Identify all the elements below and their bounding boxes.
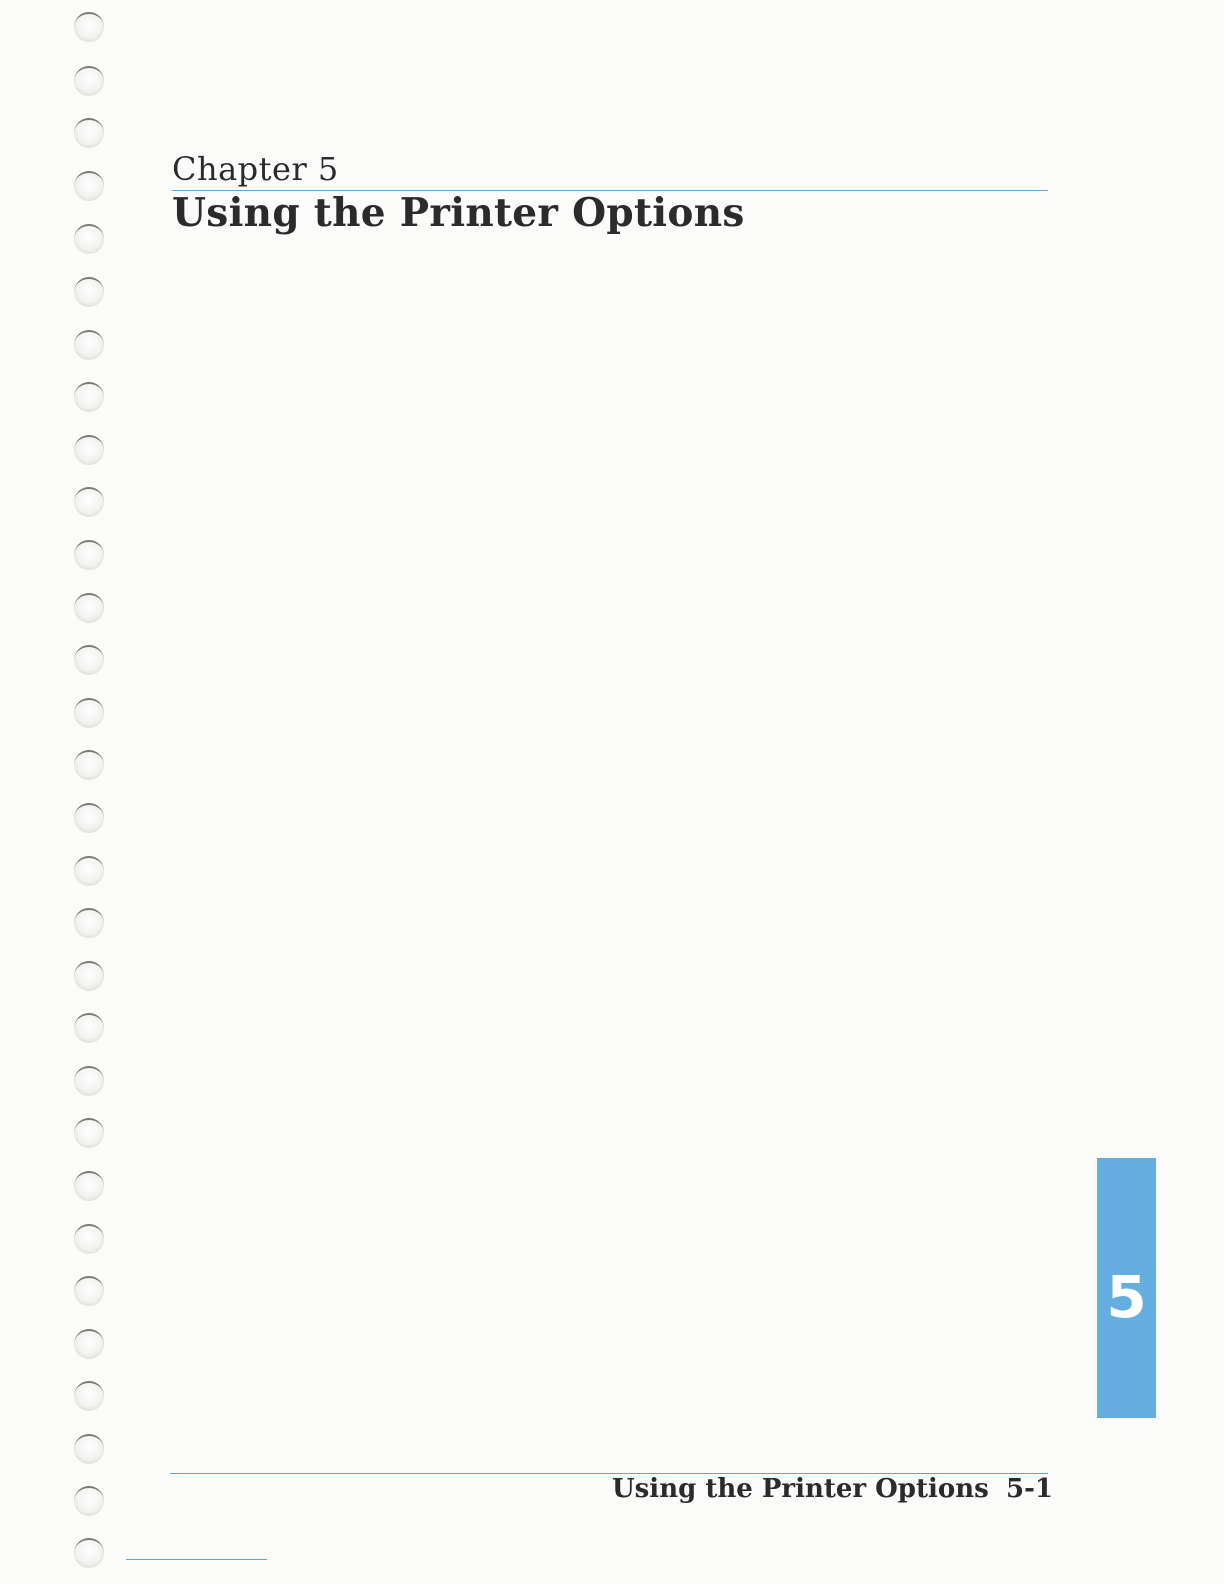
binding-hole (74, 66, 104, 96)
binding-hole (74, 1224, 104, 1254)
binding-hole (74, 1013, 104, 1043)
binding-hole (74, 224, 104, 254)
footer-page-number: 5-1 (1006, 1474, 1053, 1504)
binding-hole (74, 1434, 104, 1464)
binding-hole (74, 435, 104, 465)
binding-hole (74, 277, 104, 307)
binding-hole (74, 1066, 104, 1096)
binding-hole (74, 908, 104, 938)
binding-hole (74, 171, 104, 201)
binding-hole (74, 12, 104, 42)
binding-hole (74, 803, 104, 833)
binding-hole (74, 593, 104, 623)
binding-hole (74, 698, 104, 728)
binding-hole (74, 487, 104, 517)
binding-hole (74, 1329, 104, 1359)
binding-hole (74, 961, 104, 991)
chapter-tab-number: 5 (1106, 1263, 1147, 1331)
binding-hole (74, 540, 104, 570)
binding-hole (74, 1486, 104, 1516)
binding-hole (74, 645, 104, 675)
binding-hole (74, 330, 104, 360)
binding-hole (74, 1381, 104, 1411)
binding-hole (74, 750, 104, 780)
chapter-label: Chapter 5 (172, 150, 339, 188)
binding-hole (74, 856, 104, 886)
corner-rule (126, 1559, 267, 1560)
chapter-title: Using the Printer Options (172, 190, 745, 236)
binding-hole (74, 1118, 104, 1148)
binding-hole (74, 118, 104, 148)
binding-hole (74, 1276, 104, 1306)
chapter-tab (1097, 1158, 1156, 1418)
footer-title: Using the Printer Options (612, 1474, 989, 1504)
binding-hole (74, 382, 104, 412)
binding-hole (74, 1538, 104, 1568)
spiral-binding (74, 0, 114, 1584)
binding-hole (74, 1171, 104, 1201)
